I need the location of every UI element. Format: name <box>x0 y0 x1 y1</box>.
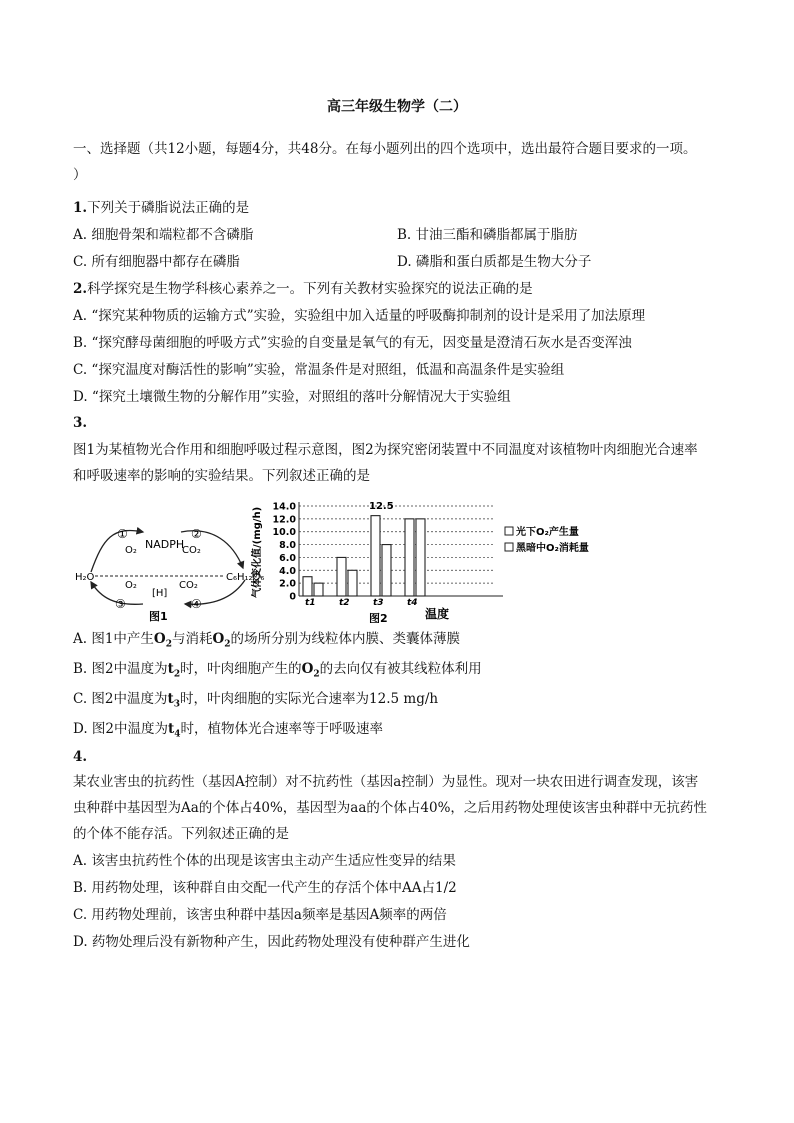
chart-y-tick-label: 2.0 <box>279 578 296 590</box>
chart-y-tick-label: 14.0 <box>272 501 296 513</box>
label-o2-bottom: O₂ <box>125 580 137 591</box>
label-c6h12o6: C₆H₁₂O₆ <box>226 572 265 583</box>
q3-b-tsub: 2 <box>173 669 181 680</box>
q3-d-text-2: 时，植物体光合速率等于呼吸速率 <box>180 721 384 737</box>
page-title: 高三年级生物学（二） <box>327 99 467 115</box>
question-3-stem-line1: 图1为某植物光合作用和细胞呼吸过程示意图，图2为探究密闭装置中不同温度对该植物叶肉细胞光合速率 <box>73 442 698 458</box>
question-4-stem-line2: 虫种群中基因型为Aa的个体占40%，基因型为aa的个体占40%，之后用药物处理使该害虫种群中无抗药性 <box>73 800 707 816</box>
question-3-option-a <box>73 630 460 654</box>
question-1-option-a: A. 细胞骨架和端粒都不含磷脂 <box>73 227 254 243</box>
q3-b-text-2: 时，叶肉细胞产生的 <box>180 661 302 677</box>
question-1-option-c: C. 所有细胞器中都存在磷脂 <box>73 254 240 270</box>
label-h2o: H₂O <box>75 572 95 583</box>
label-co2-top: CO₂ <box>182 545 201 556</box>
q3-d-t: t <box>168 721 175 737</box>
q3-c-text-1: C. 图2中温度为 <box>73 691 168 707</box>
chart-x-axis-label: 温度 <box>425 607 450 621</box>
figure-2-chart <box>250 501 589 623</box>
q3-b-text-3: 的去向仅有被其线粒体利用 <box>319 661 482 677</box>
chart-bar <box>314 583 323 596</box>
q3-b-o: O <box>301 661 314 677</box>
chart-x-tick-label: t1 <box>305 598 316 608</box>
chart-bar <box>405 519 414 596</box>
chart-y-tick-label: 8.0 <box>279 540 296 552</box>
question-3-figures <box>73 498 593 623</box>
question-3-stem-line2: 和呼吸速率的影响的实验结果。下列叙述正确的是 <box>73 468 370 484</box>
question-2-option-b: B. “探究酵母菌细胞的呼吸方式”实验的自变量是氧气的有无，因变量是澄清石灰水是否变浑浊 <box>73 335 632 351</box>
chart-bar <box>337 557 346 596</box>
q3-d-text-1: D. 图2中温度为 <box>73 721 169 737</box>
section-instructions-tail: ） <box>73 167 87 183</box>
marker-1: ① <box>117 527 128 541</box>
question-2-number: 2. <box>73 281 88 297</box>
marker-3: ③ <box>115 597 126 611</box>
marker-2: ② <box>191 527 202 541</box>
chart-bar <box>416 519 425 596</box>
chart-x-tick-label: t4 <box>407 598 418 608</box>
figure-1-diagram <box>73 498 593 623</box>
section-instructions: 一、选择题（共12小题，每题4分，共48分。在每小题列出的四个选项中，选出最符合题目要求的一项。 <box>73 141 697 157</box>
chart-y-tick-label: 6.0 <box>279 552 296 564</box>
q3-a-text-3: 的场所分别为线粒体内膜、类囊体薄膜 <box>230 631 460 647</box>
label-co2-bottom: CO₂ <box>179 580 198 591</box>
q3-c-tsub: 3 <box>173 699 181 710</box>
q3-a-sub-2: 2 <box>224 639 231 650</box>
question-1-stem <box>73 199 249 217</box>
label-o2-top: O₂ <box>125 545 137 556</box>
q3-a-text-1: A. 图1中产生 <box>73 631 154 647</box>
question-2-stem <box>73 280 533 298</box>
chart-x-tick-label: t2 <box>339 598 350 608</box>
chart-legend-swatch <box>505 543 513 551</box>
q3-c-t: t <box>167 691 174 707</box>
chart-legend-swatch <box>505 527 513 535</box>
chart-y-tick-label: 12.0 <box>272 514 296 526</box>
chart-annotation: 12.5 <box>369 501 394 513</box>
label-h: [H] <box>152 588 168 599</box>
question-1-text: 下列关于磷脂说法正确的是 <box>87 200 250 216</box>
question-1-number: 1. <box>73 200 88 216</box>
question-4-stem-line3: 的个体不能存活。下列叙述正确的是 <box>73 826 289 842</box>
q3-c-text-2: 时，叶肉细胞的实际光合速率为12.5 mg/h <box>180 691 439 707</box>
chart-x-tick-label: t3 <box>373 598 384 608</box>
question-2-option-c: C. “探究温度对酶活性的影响”实验，常温条件是对照组，低温和高温条件是实验组 <box>73 362 565 378</box>
q3-b-t: t <box>167 661 174 677</box>
q3-a-o-2: O <box>212 631 225 647</box>
question-2-option-a: A. “探究某种物质的运输方式”实验，实验组中加入适量的呼吸酶抑制剂的设计是采用了加法原理 <box>73 308 646 324</box>
question-4-number: 4. <box>73 749 88 765</box>
chart-legend-label: 光下O₂产生量 <box>516 527 579 538</box>
question-1-option-b: B. 甘油三酯和磷脂都属于脂肪 <box>397 227 578 243</box>
question-4-option-a: A. 该害虫抗药性个体的出现是该害虫主动产生适应性变异的结果 <box>73 853 456 869</box>
q3-d-tsub: 4 <box>174 729 181 740</box>
question-4-option-b: B. 用药物处理，该种群自由交配一代产生的存活个体中AA占1/2 <box>73 880 457 896</box>
chart-y-tick-label: 4.0 <box>279 565 296 577</box>
chart-bar <box>371 516 380 596</box>
chart-bar <box>382 545 391 596</box>
question-4-option-c: C. 用药物处理前，该害虫种群中基因a频率是基因A频率的两倍 <box>73 907 447 923</box>
q3-a-text-2: 与消耗 <box>171 631 213 647</box>
chart-y-tick-label: 10.0 <box>272 527 296 539</box>
question-4-stem-line1: 某农业害虫的抗药性（基因A控制）对不抗药性（基因a控制）为显性。现对一块农田进行调查发现，该害 <box>73 774 699 790</box>
question-1-option-d: D. 磷脂和蛋白质都是生物大分子 <box>397 254 592 270</box>
question-3-option-b <box>73 660 482 684</box>
q3-b-text-1: B. 图2中温度为 <box>73 661 168 677</box>
question-3-option-c <box>73 690 438 714</box>
question-3-option-d <box>73 720 383 744</box>
question-2-text: 科学探究是生物学科核心素养之一。下列有关教材实验探究的说法正确的是 <box>87 281 533 297</box>
chart-y-axis-label: 气体变化值/(mg/h) <box>252 506 263 598</box>
chart-legend-label: 黑暗中O₂消耗量 <box>516 543 589 554</box>
q3-b-osub: 2 <box>313 669 320 680</box>
figure-1-caption: 图1 <box>149 610 168 623</box>
chart-title: 图2 <box>369 612 388 623</box>
label-nadph: NADPH <box>145 538 185 551</box>
question-3-number: 3. <box>73 415 88 431</box>
chart-y-tick-label: 0 <box>289 591 296 603</box>
question-2-option-d: D. “探究土壤微生物的分解作用”实验，对照组的落叶分解情况大于实验组 <box>73 389 511 405</box>
chart-bar <box>348 570 357 596</box>
marker-4: ④ <box>191 597 202 611</box>
chart-bar <box>303 577 312 596</box>
q3-a-sub: 2 <box>165 639 172 650</box>
question-4-option-d: D. 药物处理后没有新物种产生，因此药物处理没有使种群产生进化 <box>73 934 470 950</box>
q3-a-o: O <box>153 631 166 647</box>
